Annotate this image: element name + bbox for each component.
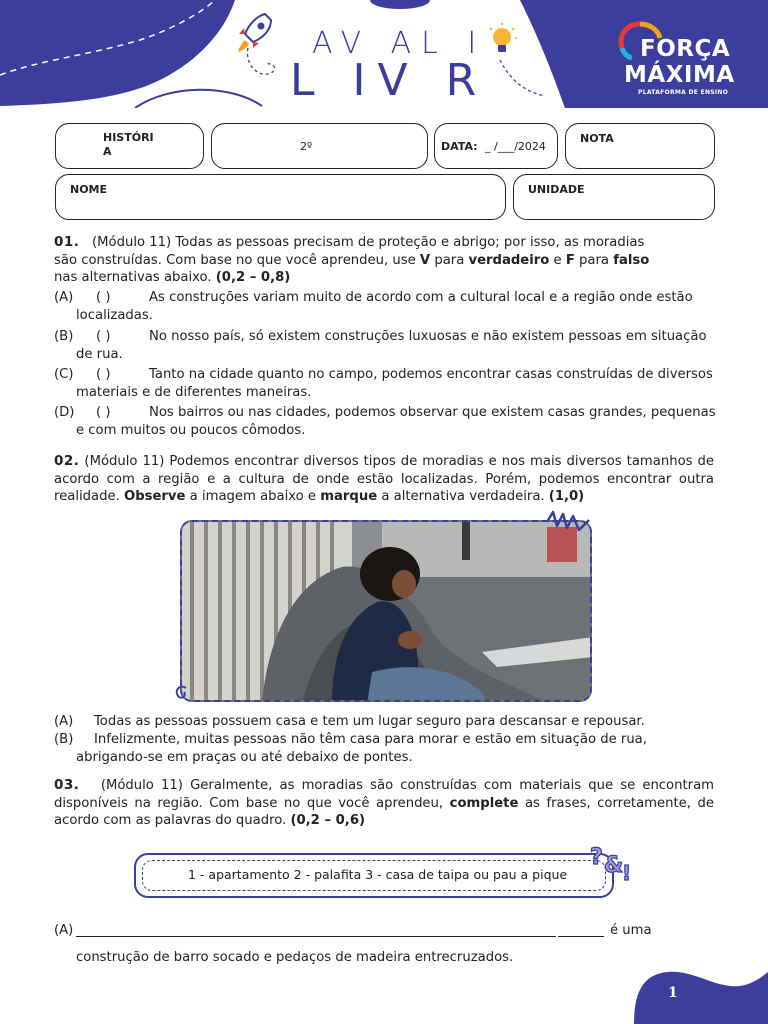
- score-box[interactable]: [565, 123, 715, 169]
- q1-option-b-text-cont: de rua.: [76, 346, 123, 362]
- question-1-text-b: para: [430, 252, 469, 268]
- q2-option-b-text-cont: abrigando-se em praças ou até debaixo de pontes.: [76, 749, 413, 765]
- unit-box[interactable]: [513, 174, 715, 220]
- date-label: DATA:: [441, 140, 478, 153]
- q2-option-a-letter: (A): [54, 714, 74, 729]
- q1-option-d-letter: (D): [54, 405, 75, 420]
- question-2-prompt: [54, 453, 714, 506]
- q2-option-b-text: Infelizmente, muitas pessoas não têm casa para morar e estão em situação de rua,: [94, 732, 647, 747]
- q1-option-b-blank[interactable]: ( ): [96, 329, 111, 344]
- q3-answer-a-text: construção de barro socado e pedaços de madeira entrecruzados.: [76, 950, 514, 965]
- question-1-v: V: [419, 252, 431, 268]
- question-1-score: (0,2 – 0,8): [215, 270, 291, 285]
- subject-box: [55, 123, 204, 169]
- q1-option-c[interactable]: [54, 366, 714, 401]
- name-label: NOME: [70, 183, 108, 196]
- word-bank-box: [134, 853, 614, 898]
- question-3-text-a: (Módulo 11) Geralmente, as moradias são construídas com materiais que se encontram disponíveis na região. Com base no que você aprendeu,: [54, 778, 714, 811]
- question-1-true-word: verdadeiro: [468, 252, 550, 268]
- question-2-mark: marque: [320, 489, 378, 504]
- question-2-number: 02.: [54, 453, 80, 469]
- q2-option-b-letter: (B): [54, 732, 74, 747]
- svg-text:?: ?: [590, 845, 603, 870]
- date-value: _ /___/2024: [485, 140, 546, 153]
- question-1-false-word: falso: [613, 252, 650, 268]
- q2-option-b[interactable]: [54, 731, 714, 766]
- unit-label: UNIDADE: [528, 183, 585, 196]
- question-3-score: (0,2 – 0,6): [290, 813, 366, 828]
- q1-option-b-text: No nosso país, só existem construções luxuosas e não existem pessoas em situação: [149, 329, 707, 344]
- lightbulb-icon: [486, 22, 520, 62]
- logo-subtitle: PLATAFORMA DE ENSINO: [638, 89, 729, 96]
- q2-option-a-text: Todas as pessoas possuem casa e tem um lugar seguro para descansar e repousar.: [94, 714, 645, 729]
- q3-answer-a-short-line[interactable]: [558, 936, 604, 937]
- footer-wave: [620, 966, 768, 1024]
- date-box[interactable]: [434, 123, 558, 169]
- q1-option-a-letter: (A): [54, 290, 74, 305]
- swirl-decoration-icon: [172, 682, 192, 702]
- q3-answer-a-suffix: é uma: [610, 923, 652, 938]
- q1-option-d[interactable]: [54, 404, 714, 439]
- photo-illustration: [182, 522, 592, 702]
- question-3-complete: complete: [449, 795, 519, 811]
- q2-option-a[interactable]: [54, 713, 714, 731]
- logo-line1: FORÇA: [640, 36, 731, 62]
- subject-label-line2: A: [103, 145, 112, 158]
- q1-option-a-text-cont: localizadas.: [76, 307, 153, 323]
- q1-option-d-text-cont: e com muitos ou poucos cômodos.: [76, 422, 306, 438]
- q1-option-a[interactable]: [54, 289, 714, 324]
- q1-option-a-blank[interactable]: ( ): [96, 290, 111, 305]
- forca-maxima-logo: [612, 18, 752, 100]
- question-1-text-d: para: [574, 252, 614, 268]
- question-1-module: (Módulo 11): [92, 235, 172, 250]
- grade-year-box: [211, 123, 428, 169]
- question-2-observe: Observe: [123, 489, 186, 504]
- question-1-f: F: [565, 252, 575, 268]
- rocket-icon: [235, 10, 275, 54]
- question-1-number: 01.: [54, 234, 80, 250]
- subject-label-line1: HISTÓRI: [103, 131, 154, 144]
- header-banner: [0, 0, 768, 108]
- question-1-prompt: [54, 234, 654, 287]
- q1-option-b[interactable]: [54, 328, 714, 363]
- q1-option-d-blank[interactable]: ( ): [96, 405, 111, 420]
- question-2-score: (1,0): [548, 489, 585, 504]
- q1-option-b-letter: (B): [54, 329, 74, 344]
- header-title-bottom: L IV R: [290, 55, 489, 106]
- question-3-text-b: as frases, corretamente, de acordo com as palavras do quadro.: [54, 795, 714, 828]
- q1-option-a-text: As construções variam muito de acordo com a cultural local e a região onde estão: [149, 290, 693, 305]
- name-box[interactable]: [55, 174, 506, 220]
- punctuation-decoration-icon: [588, 838, 636, 884]
- question-1-text-c: e: [549, 252, 566, 268]
- question-2-text-a: (Módulo 11) Podemos encontrar diversos tipos de moradias e nos mais diversos tamanhos de acordo com a região e a cultura de onde estão localizadas. Porém, podemos encontrar outra realidade.: [54, 454, 714, 504]
- logo-line2: MÁXIMA: [624, 62, 735, 88]
- scribble-decoration-icon: [545, 508, 593, 534]
- header-title-top: AV AL I: [312, 26, 487, 61]
- question-3-number: 03.: [54, 777, 80, 793]
- word-bank-text: 1 - apartamento 2 - palafita 3 - casa de taipa ou pau a pique: [188, 867, 568, 882]
- q1-option-c-text-cont: materiais e de diferentes maneiras.: [76, 384, 312, 400]
- q1-option-d-text: Nos bairros ou nas cidades, podemos observar que existem casas grandes, pequenas: [149, 405, 716, 420]
- score-label: NOTA: [580, 132, 614, 145]
- question-1-text-a: Todas as pessoas precisam de proteção e abrigo; por isso, as moradias são construídas. Com base no que você aprendeu, use: [54, 235, 645, 268]
- q1-option-c-letter: (C): [54, 367, 74, 382]
- question-2-text-b: a imagem abaixo e: [185, 489, 321, 504]
- question-3-prompt: [54, 777, 714, 830]
- page-number: 1: [668, 985, 678, 1001]
- homeless-person-photo: [180, 520, 592, 702]
- q1-option-c-blank[interactable]: ( ): [96, 367, 111, 382]
- question-2-text-c: a alternativa verdadeira.: [377, 489, 549, 504]
- question-1-text-e: nas alternativas abaixo.: [54, 270, 216, 285]
- svg-text:!: !: [622, 861, 632, 884]
- q1-option-c-text: Tanto na cidade quanto no campo, podemos encontrar casas construídas de diversos: [149, 367, 713, 382]
- q3-answer-a-letter: (A): [54, 923, 74, 938]
- svg-text:&: &: [604, 853, 624, 878]
- q3-answer-a-line[interactable]: [76, 936, 556, 937]
- grade-year-value: 2º: [300, 140, 313, 153]
